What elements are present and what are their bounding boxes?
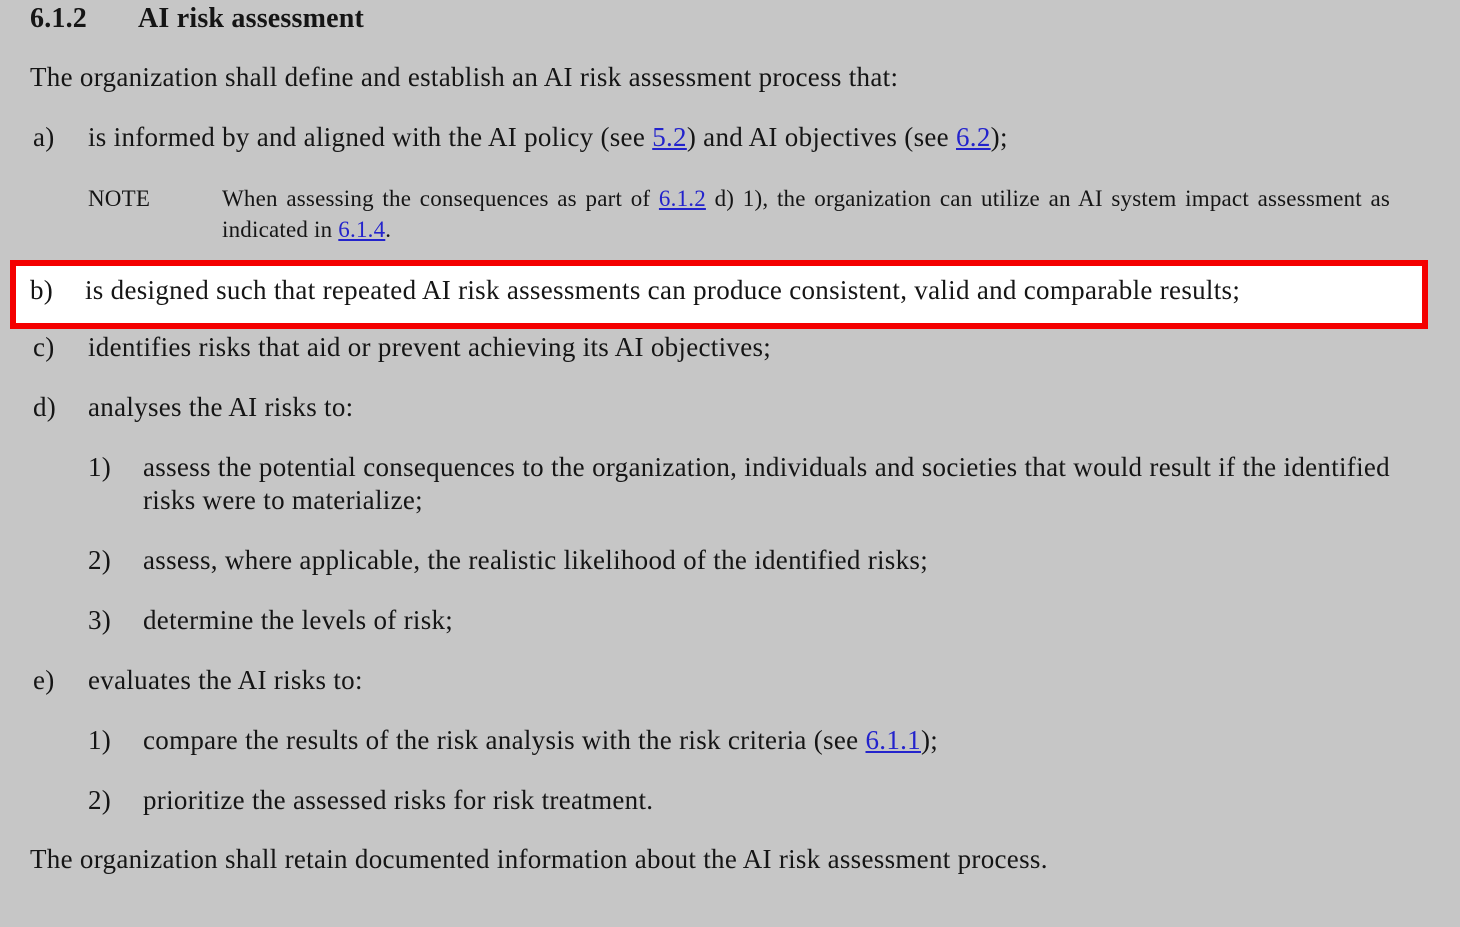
link-6-1-2[interactable]: 6.1.2 <box>658 186 706 211</box>
section-title: AI risk assessment <box>138 3 365 34</box>
note-seg1: When assessing the consequences as part of <box>222 186 659 211</box>
intro-paragraph: The organization shall define and establish an AI risk assessment process that: <box>30 62 899 92</box>
list-item-e1-post: ); <box>920 725 939 755</box>
list-item-d3-text: determine the levels of risk; <box>143 605 454 635</box>
list-item-d <box>33 391 1390 424</box>
list-item-c <box>33 331 1390 364</box>
note-seg2: d) 1), the organization can utilize an AI system impact assessment as indicated in <box>222 186 1391 242</box>
list-item-b-text: is designed such that repeated AI risk assessments can produce consistent, valid and comparable results; <box>85 275 1241 305</box>
list-item-e2-label: 2) <box>88 785 112 815</box>
link-6-1-4[interactable]: 6.1.4 <box>338 217 386 242</box>
list-item-a <box>33 121 1390 154</box>
list-item-a-pre: is informed by and aligned with the AI policy (see <box>88 122 653 152</box>
list-item-d-label: d) <box>33 392 57 422</box>
list-item-c-text: identifies risks that aid or prevent achieving its AI objectives; <box>88 332 772 362</box>
list-item-e1-label: 1) <box>88 725 112 755</box>
note-label: NOTE <box>88 186 151 211</box>
list-item-b-label: b) <box>30 275 54 305</box>
list-item-e1 <box>88 724 1390 757</box>
red-highlight-box <box>10 260 1428 329</box>
list-item-e <box>33 664 1390 697</box>
list-item-a-post: ); <box>990 122 1008 152</box>
note-text <box>222 183 1390 245</box>
section-heading <box>30 2 1390 35</box>
list-item-c-label: c) <box>33 332 55 362</box>
note-block <box>88 183 1390 245</box>
list-item-a-mid: ) and AI objectives (see <box>686 122 956 152</box>
list-item-d3-label: 3) <box>88 605 112 635</box>
list-item-d2-label: 2) <box>88 545 112 575</box>
link-6-2[interactable]: 6.2 <box>956 122 991 152</box>
list-item-a-label: a) <box>33 122 55 152</box>
list-item-e-text: evaluates the AI risks to: <box>88 665 363 695</box>
list-item-e-label: e) <box>33 665 55 695</box>
list-item-d1 <box>88 451 1390 517</box>
section-number: 6.1.2 <box>30 3 87 34</box>
list-item-d1-label: 1) <box>88 452 112 482</box>
list-item-d-text: analyses the AI risks to: <box>88 392 354 422</box>
closing-paragraph: The organization shall retain documented information about the AI risk assessment process. <box>30 844 1048 874</box>
note-seg3: . <box>385 217 392 242</box>
list-item-d3 <box>88 604 1390 637</box>
list-item-d1-text: assess the potential consequences to the organization, individuals and societies that would result if the identified risks were to materialize; <box>143 452 1390 515</box>
list-item-e1-text <box>143 724 1390 757</box>
link-5-2[interactable]: 5.2 <box>652 122 687 152</box>
list-item-b <box>30 274 1396 307</box>
list-item-e2 <box>88 784 1390 817</box>
list-item-e2-text: prioritize the assessed risks for risk treatment. <box>143 785 654 815</box>
list-item-d2-text: assess, where applicable, the realistic likelihood of the identified risks; <box>143 545 929 575</box>
list-item-e1-pre: compare the results of the risk analysis with the risk criteria (see <box>143 725 866 755</box>
list-item-d2 <box>88 544 1390 577</box>
link-6-1-1[interactable]: 6.1.1 <box>865 725 921 755</box>
list-item-a-text <box>88 121 1390 154</box>
